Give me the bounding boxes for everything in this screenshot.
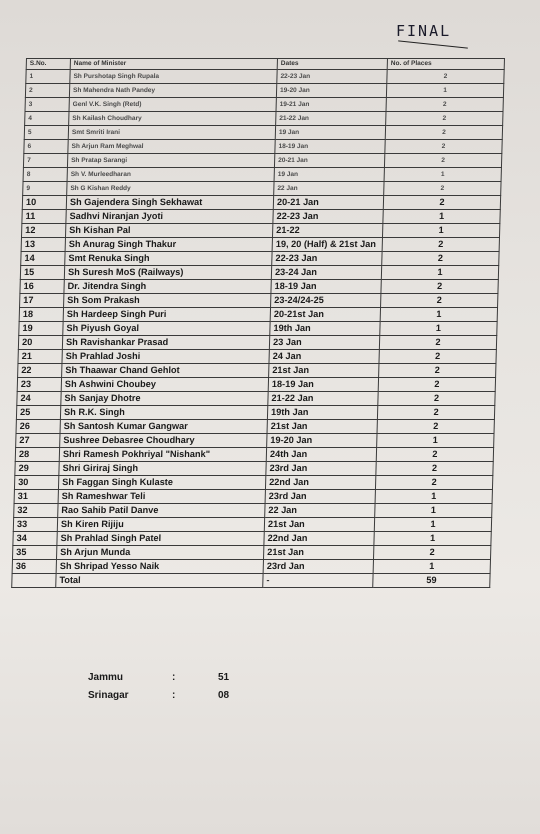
cell-places: 2: [385, 140, 502, 154]
table-row: [21, 252, 499, 266]
cell-sno: 33: [13, 518, 57, 532]
cell-dates: 21st Jan: [264, 518, 374, 532]
table-row: [18, 336, 496, 350]
table-row: [26, 70, 504, 84]
cell-places: 2: [375, 476, 492, 490]
cell-places: 2: [387, 70, 504, 84]
table-row: [19, 322, 497, 336]
summary-label: Srinagar: [88, 690, 129, 701]
cell-minister-name: Shri Giriraj Singh: [59, 462, 266, 476]
cell-minister-name: Sh G Kishan Reddy: [67, 182, 274, 196]
summary-row-jammu: [88, 669, 229, 687]
cell-dates: 21st Jan: [269, 364, 379, 378]
header-sno: S.No.: [26, 59, 70, 70]
table-row: [20, 294, 498, 308]
ministers-table: [11, 58, 505, 588]
cell-minister-name: Sh Pratap Sarangi: [67, 154, 274, 168]
cell-places: 2: [379, 350, 496, 364]
cell-dates: 22-23 Jan: [272, 252, 382, 266]
cell-places: 2: [379, 336, 496, 350]
cell-places: 1: [375, 504, 492, 518]
cell-places: 2: [386, 98, 503, 112]
cell-sno: 27: [16, 434, 60, 448]
table-row: [17, 392, 495, 406]
cell-sno: 16: [20, 280, 64, 294]
cell-dates: 19-21 Jan: [276, 98, 386, 112]
cell-places: 1: [373, 560, 490, 574]
cell-sno: 11: [22, 210, 66, 224]
table-row: [20, 280, 498, 294]
cell-dates: 23rd Jan: [265, 490, 375, 504]
cell-dates: 23rd Jan: [266, 462, 376, 476]
cell-places: 1: [386, 84, 503, 98]
cell-dates: 21st Jan: [267, 420, 377, 434]
cell-sno: 36: [12, 560, 56, 574]
cell-minister-name: Sh Anurag Singh Thakur: [65, 238, 272, 252]
cell-minister-name: Sh Thaawar Chand Gehlot: [62, 364, 269, 378]
cell-minister-name: Smt Smriti Irani: [68, 126, 275, 140]
cell-places: 2: [378, 392, 495, 406]
cell-dates: 19 Jan: [274, 168, 384, 182]
table-row: [16, 420, 494, 434]
cell-minister-name: Sh R.K. Singh: [60, 406, 267, 420]
cell-sno: 7: [23, 154, 67, 168]
table-row: [13, 518, 491, 532]
cell-minister-name: Sh V. Murleedharan: [67, 168, 274, 182]
cell-sno: 14: [21, 252, 65, 266]
cell-dates: 22nd Jan: [265, 476, 375, 490]
cell-places: 2: [382, 252, 499, 266]
cell-places: 2: [376, 448, 493, 462]
cell-dates: 21-22 Jan: [268, 392, 378, 406]
cell-minister-name: Sh Faggan Singh Kulaste: [58, 476, 265, 490]
cell-dates: 18-19 Jan: [275, 140, 385, 154]
total-dates: -: [263, 574, 373, 588]
cell-places: 2: [384, 182, 501, 196]
cell-minister-name: Sh Shripad Yesso Naik: [56, 560, 263, 574]
cell-minister-name: Genl V.K. Singh (Retd): [69, 98, 276, 112]
cell-places: 1: [383, 210, 500, 224]
cell-places: 1: [375, 490, 492, 504]
cell-sno: 1: [26, 70, 70, 84]
cell-sno: 20: [18, 336, 62, 350]
cell-sno: 23: [17, 378, 61, 392]
cell-places: 2: [379, 364, 496, 378]
table-row: [22, 210, 500, 224]
cell-places: 2: [377, 420, 494, 434]
cell-dates: 22-23 Jan: [277, 70, 387, 84]
cell-minister-name: Sh Ashwini Choubey: [61, 378, 268, 392]
cell-dates: 22 Jan: [265, 504, 375, 518]
cell-dates: 18-19 Jan: [268, 378, 378, 392]
cell-minister-name: Sh Kailash Choudhary: [69, 112, 276, 126]
cell-sno: 19: [19, 322, 63, 336]
cell-sno: 21: [18, 350, 62, 364]
total-sno: [12, 574, 56, 588]
cell-places: 2: [378, 378, 495, 392]
cell-minister-name: Sh Purshotap Singh Rupala: [70, 70, 277, 84]
summary-label: Jammu: [88, 672, 124, 683]
cell-sno: 5: [24, 126, 68, 140]
summary-value: 51: [218, 672, 230, 683]
table-row: [16, 406, 494, 420]
table-row: [23, 182, 501, 196]
summary-value: 08: [218, 690, 230, 701]
table-row: [25, 84, 503, 98]
cell-places: 1: [374, 518, 491, 532]
cell-dates: 19 Jan: [275, 126, 385, 140]
cell-sno: 31: [14, 490, 58, 504]
cell-dates: 23-24 Jan: [271, 266, 381, 280]
cell-sno: 35: [12, 546, 56, 560]
cell-sno: 18: [19, 308, 63, 322]
cell-places: 2: [377, 406, 494, 420]
table-row: [17, 378, 495, 392]
table-row: [16, 434, 494, 448]
cell-places: 1: [380, 322, 497, 336]
cell-places: 1: [384, 168, 501, 182]
cell-sno: 28: [15, 448, 59, 462]
cell-places: 2: [383, 196, 500, 210]
cell-minister-name: Sh Hardeep Singh Puri: [63, 308, 270, 322]
cell-places: 1: [374, 532, 491, 546]
cell-minister-name: Sh Prahlad Joshi: [62, 350, 269, 364]
table-row: [14, 490, 492, 504]
table-row: [25, 98, 503, 112]
table-row: [24, 140, 502, 154]
table-body: [12, 70, 504, 574]
table-row: [19, 308, 497, 322]
table-row: [13, 532, 491, 546]
cell-dates: 22nd Jan: [264, 532, 374, 546]
table-row: [14, 504, 492, 518]
header-dates: Dates: [277, 59, 387, 70]
table-row: [18, 350, 496, 364]
cell-sno: 9: [23, 182, 67, 196]
summary-row-srinagar: [88, 687, 229, 705]
cell-dates: 19th Jan: [267, 406, 377, 420]
table-row: [23, 168, 501, 182]
cell-sno: 3: [25, 98, 69, 112]
cell-places: 1: [377, 434, 494, 448]
cell-minister-name: Sh Ravishankar Prasad: [62, 336, 269, 350]
cell-dates: 23 Jan: [269, 336, 379, 350]
cell-dates: 24th Jan: [266, 448, 376, 462]
header-places: No. of Places: [387, 59, 504, 70]
table-row: [18, 364, 496, 378]
summary-separator: :: [172, 672, 176, 683]
final-heading: FINAL: [396, 22, 452, 40]
cell-sno: 29: [15, 462, 59, 476]
cell-places: 2: [376, 462, 493, 476]
cell-sno: 6: [24, 140, 68, 154]
cell-sno: 8: [23, 168, 67, 182]
cell-places: 2: [373, 546, 490, 560]
cell-sno: 30: [14, 476, 58, 490]
table-row: [23, 154, 501, 168]
cell-dates: 19-20 Jan: [276, 84, 386, 98]
cell-sno: 22: [18, 364, 62, 378]
cell-dates: 23rd Jan: [263, 560, 373, 574]
cell-sno: 15: [20, 266, 64, 280]
cell-dates: 19, 20 (Half) & 21st Jan: [272, 238, 382, 252]
cell-minister-name: Sh Mahendra Nath Pandey: [69, 84, 276, 98]
total-row: [12, 574, 490, 588]
table-row: [21, 238, 499, 252]
cell-places: 2: [381, 280, 498, 294]
cell-places: 1: [381, 266, 498, 280]
cell-dates: 19-20 Jan: [267, 434, 377, 448]
cell-dates: 22-23 Jan: [273, 210, 383, 224]
cell-dates: 24 Jan: [269, 350, 379, 364]
cell-minister-name: Dr. Jitendra Singh: [64, 280, 271, 294]
cell-dates: 22 Jan: [274, 182, 384, 196]
header-name: Name of Minister: [70, 59, 277, 70]
cell-places: 2: [385, 126, 502, 140]
table-row: [21, 224, 499, 238]
cell-places: 2: [386, 112, 503, 126]
cell-minister-name: Sh Suresh MoS (Railways): [64, 266, 271, 280]
cell-minister-name: Sushree Debasree Choudhary: [60, 434, 267, 448]
cell-minister-name: Sh Kiren Rijiju: [57, 518, 264, 532]
table-row: [22, 196, 500, 210]
cell-minister-name: Shri Ramesh Pokhriyal "Nishank": [59, 448, 266, 462]
cell-sno: 12: [21, 224, 65, 238]
cell-minister-name: Sh Kishan Pal: [65, 224, 272, 238]
cell-minister-name: Sh Santosh Kumar Gangwar: [60, 420, 267, 434]
table-row: [20, 266, 498, 280]
total-label: Total: [56, 574, 263, 588]
cell-minister-name: Smt Renuka Singh: [65, 252, 272, 266]
cell-minister-name: Sadhvi Niranjan Jyoti: [66, 210, 273, 224]
total-places: 59: [373, 574, 490, 588]
cell-sno: 26: [16, 420, 60, 434]
cell-places: 2: [382, 238, 499, 252]
cell-minister-name: Sh Som Prakash: [64, 294, 271, 308]
table-header-row: [26, 59, 504, 70]
cell-sno: 13: [21, 238, 65, 252]
cell-sno: 4: [25, 112, 69, 126]
table-row: [14, 476, 492, 490]
cell-dates: 20-21 Jan: [274, 154, 384, 168]
cell-places: 1: [382, 224, 499, 238]
cell-minister-name: Sh Arjun Munda: [56, 546, 263, 560]
cell-minister-name: Sh Prahlad Singh Patel: [57, 532, 264, 546]
cell-dates: 23-24/24-25: [271, 294, 381, 308]
cell-minister-name: Sh Sanjay Dhotre: [61, 392, 268, 406]
cell-places: 2: [381, 294, 498, 308]
cell-minister-name: Sh Gajendera Singh Sekhawat: [66, 196, 273, 210]
cell-dates: 21st Jan: [263, 546, 373, 560]
cell-sno: 32: [14, 504, 58, 518]
cell-dates: 19th Jan: [270, 322, 380, 336]
table-row: [12, 560, 490, 574]
cell-sno: 17: [20, 294, 64, 308]
cell-sno: 10: [22, 196, 66, 210]
cell-dates: 18-19 Jan: [271, 280, 381, 294]
cell-dates: 20-21 Jan: [273, 196, 383, 210]
table-row: [15, 462, 493, 476]
cell-sno: 2: [25, 84, 69, 98]
table-row: [12, 546, 490, 560]
table-row: [25, 112, 503, 126]
summary-block: [88, 669, 229, 705]
cell-places: 2: [384, 154, 501, 168]
table-row: [15, 448, 493, 462]
cell-sno: 25: [16, 406, 60, 420]
table-row: [24, 126, 502, 140]
summary-separator: :: [172, 690, 176, 701]
cell-sno: 24: [17, 392, 61, 406]
cell-minister-name: Sh Rameshwar Teli: [58, 490, 265, 504]
cell-minister-name: Rao Sahib Patil Danve: [58, 504, 265, 518]
cell-dates: 20-21st Jan: [270, 308, 380, 322]
cell-minister-name: Sh Piyush Goyal: [63, 322, 270, 336]
cell-dates: 21-22 Jan: [276, 112, 386, 126]
cell-places: 1: [380, 308, 497, 322]
cell-minister-name: Sh Arjun Ram Meghwal: [68, 140, 275, 154]
cell-sno: 34: [13, 532, 57, 546]
cell-dates: 21-22: [272, 224, 382, 238]
